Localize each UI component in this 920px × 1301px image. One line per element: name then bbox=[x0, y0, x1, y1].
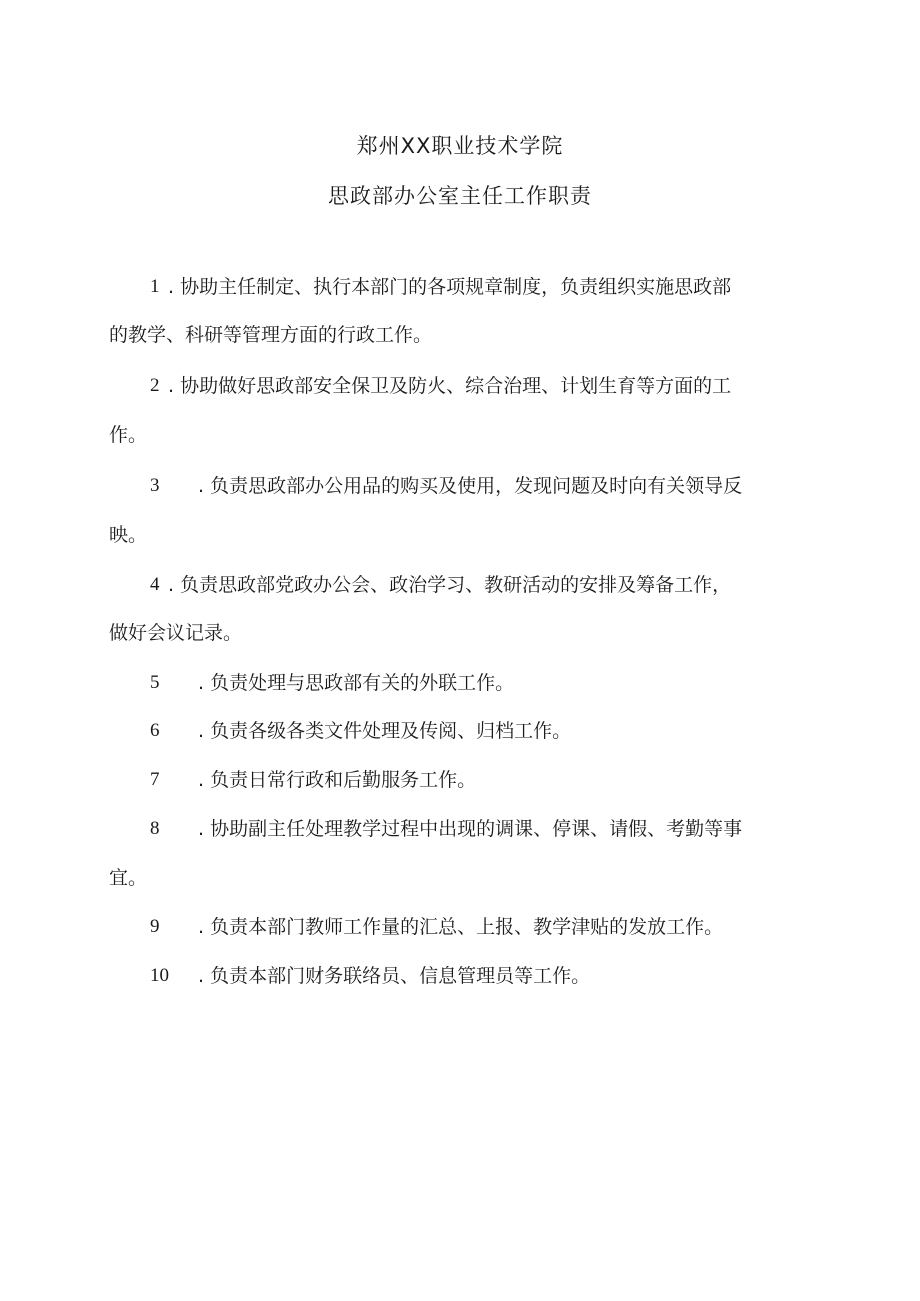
item-text: . 负责思政部办公用品的购买及使用，发现问题及时向有关领导反 bbox=[198, 475, 743, 497]
item-text: . 协助主任制定、执行本部门的各项规章制度，负责组织实施思政部 bbox=[168, 276, 732, 298]
item-continuation: 作。 bbox=[109, 424, 148, 446]
item-text: . 负责日常行政和后勤服务工作。 bbox=[198, 769, 477, 791]
item-number: 1 bbox=[150, 276, 160, 297]
item-text: . 协助副主任处理教学过程中出现的调课、停课、请假、考勤等事 bbox=[198, 818, 743, 840]
item-text: . 负责处理与思政部有关的外联工作。 bbox=[198, 672, 515, 694]
item-text: . 负责思政部党政办公会、政治学习、教研活动的安排及筹备工作， bbox=[168, 574, 732, 596]
item-continuation: 做好会议记录。 bbox=[109, 622, 243, 644]
school-name: 郑州XX职业技术学院 bbox=[356, 134, 564, 158]
item-number: 8 bbox=[150, 818, 160, 839]
item-number: 7 bbox=[150, 769, 160, 790]
item-number: 6 bbox=[150, 720, 160, 741]
document-title: 思政部办公室主任工作职责 bbox=[328, 184, 592, 208]
item-number: 2 bbox=[150, 375, 160, 396]
item-number: 5 bbox=[150, 672, 160, 693]
item-continuation: 映。 bbox=[109, 524, 148, 546]
item-text: . 负责各级各类文件处理及传阅、归档工作。 bbox=[198, 720, 572, 742]
item-text: . 负责本部门财务联络员、信息管理员等工作。 bbox=[198, 965, 591, 987]
item-continuation: 的教学、科研等管理方面的行政工作。 bbox=[109, 324, 433, 346]
item-continuation: 宜。 bbox=[109, 867, 148, 889]
item-number: 10 bbox=[150, 965, 169, 986]
item-number: 3 bbox=[150, 475, 160, 496]
item-text: . 负责本部门教师工作量的汇总、上报、教学津贴的发放工作。 bbox=[198, 916, 724, 938]
item-number: 9 bbox=[150, 916, 160, 937]
item-number: 4 bbox=[150, 574, 160, 595]
item-text: . 协助做好思政部安全保卫及防火、综合治理、计划生育等方面的工 bbox=[168, 375, 732, 397]
